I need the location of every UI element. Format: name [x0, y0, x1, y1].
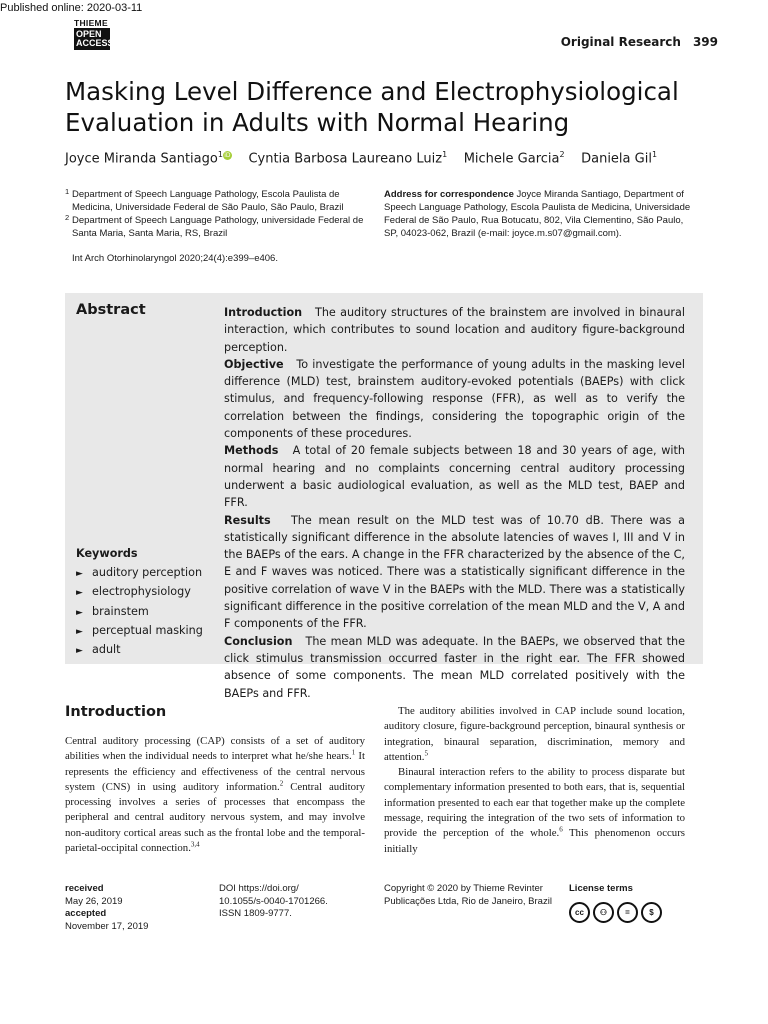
reference-citation[interactable]: 5 [424, 749, 428, 758]
paragraph-text: It represents the efficiency and effectiveness of the central nervous system (CNS) in using auditory information. [65, 750, 365, 793]
affiliation-text: Department of Speech Language Pathology, universidade Federal de Santa Maria, Santa Maria, RS, Brazil [72, 215, 364, 239]
doi-link[interactable]: DOI https://doi.org/ [219, 883, 299, 894]
abstract-heading: Abstract [76, 302, 146, 318]
reference-citation[interactable]: 1 [351, 748, 356, 757]
cc-nc-icon: $ [641, 902, 662, 923]
abstract-section-introduction [224, 304, 685, 356]
copyright-line: Copyright © 2020 by Thieme Revinter [384, 883, 543, 894]
paragraph-text: Central auditory processing (CAP) consists of a set of auditory abilities when the individual needs to interpret what he/she hears. [65, 735, 365, 763]
license-icons[interactable] [569, 902, 662, 923]
paragraph [384, 765, 685, 857]
arrow-right-icon: ► [76, 607, 83, 618]
keywords-heading: Keywords [76, 547, 138, 560]
reference-citation[interactable]: 3,4 [190, 840, 200, 849]
keyword-item[interactable] [76, 583, 203, 602]
abstract-section-objective [224, 356, 685, 442]
correspondence-address [384, 188, 694, 240]
affiliation-number: 2 [65, 213, 70, 222]
logo-open-access-block [74, 28, 114, 50]
published-date: Published online: 2020-03-11 [0, 2, 143, 14]
arrow-right-icon: ► [76, 588, 83, 599]
author-name[interactable]: Daniela Gil [581, 151, 652, 167]
author-name[interactable]: Michele Garcia [463, 151, 560, 167]
keyword-text: auditory perception [92, 566, 203, 579]
abstract-section-methods [224, 442, 685, 511]
abstract-label: Methods [224, 444, 279, 458]
journal-citation: Int Arch Otorhinolaryngol 2020;24(4):e399–e406. [72, 253, 278, 264]
abstract-label: Objective [224, 357, 284, 371]
affiliation-text: Department of Speech Language Pathology, Escola Paulista de Medicina, Universidade Federal de São Paulo, São Paulo, Brazil [72, 189, 344, 213]
page-number: 399 [692, 35, 718, 49]
paragraph-text: Binaural interaction refers to the ability to process disparate but complementary information presented to both ears, that is, sequential information presented to each ear that together make up the complete message, requiring the integration of the two sets of information to provide the perception of the whole. [384, 766, 685, 840]
cc-icon: cc [569, 902, 590, 923]
abstract-text: The auditory structures of the brainstem are involved in binaural interaction, which contributes to sound location and auditory figure-background perception. [224, 306, 685, 354]
affiliation-number: 1 [65, 187, 70, 196]
article-type: Original Research [560, 35, 681, 49]
keyword-text: electrophysiology [92, 585, 191, 599]
orcid-icon[interactable]: iD [224, 152, 231, 159]
author-affiliation-number: 1 [217, 150, 223, 159]
copyright-line: Publicações Ltda, Rio de Janeiro, Brazil [384, 895, 552, 907]
keyword-text: brainstem [92, 604, 149, 618]
abstract-text: The mean result on the MLD test was of 10.70 dB. There was a statistically significant difference in the absolute latencies of waves I, III and V in the BAEPs of the ears. A change in the FFR characterized by the absence of the C, E and F waves was noticed. There was a statistically significant difference in the positive correlation of wave V in the BAEPs with the MLD. There was a statistically significant difference in the positive correlation of the mean MLD and the V, A and F components of the FFR. [224, 513, 685, 631]
body-column-right [384, 704, 685, 857]
cc-nd-icon: = [617, 902, 638, 923]
paragraph-text: The auditory abilities involved in CAP include sound location, auditory closure, figure-background perception, binaural synthesis or integration, binaural separation, discrimination, memory and attention. [384, 705, 685, 763]
logo-thieme-text: THIEME [74, 18, 108, 28]
affiliation-item [65, 188, 365, 214]
affiliation-item [65, 214, 365, 240]
accepted-label: accepted [65, 908, 107, 919]
received-date: May 26, 2019 [65, 895, 123, 907]
thieme-open-access-logo[interactable] [74, 18, 114, 50]
doi-link-cont[interactable]: 10.1055/s-0040-1701266. [219, 895, 328, 907]
author-affiliation-number: 1 [651, 150, 658, 159]
abstract-label: Results [224, 513, 271, 527]
correspondence-text: Joyce Miranda Santiago, Department of Speech Language Pathology, Escola Paulista de Medicina, Universidade Federal de São Paulo, Rua Botucatu, 802, Vila Clementino, São Paulo, SP, 04023-062, Brazil [384, 189, 691, 239]
abstract-label: Introduction [224, 306, 303, 319]
abstract-text: The mean MLD was adequate. In the BAEPs, we observed that the click stimulus transmission occurred faster in the right ear. The FFR showed absence of some components. The mean MLD correlated positively with the BAEPs and FFR. [224, 634, 685, 700]
author-name[interactable]: Joyce Miranda Santiago [65, 151, 218, 167]
abstract-body [224, 304, 685, 702]
abstract-label: Conclusion [224, 634, 293, 648]
article-title: Masking Level Difference and Electrophysiological Evaluation in Adults with Normal Hearing [65, 77, 679, 137]
author-list [65, 150, 657, 166]
keyword-item[interactable] [76, 641, 203, 660]
abstract-section-conclusion [224, 633, 685, 702]
reference-citation[interactable]: 6 [559, 825, 563, 834]
keyword-item[interactable] [76, 603, 203, 622]
author-affiliation-number: 1 [442, 150, 448, 159]
paragraph-text: Central auditory processing involves a series of processes that encompass the peripheral and central auditory nervous system, and may involve non-auditory cortical areas such as the frontal lobe and the temporal-parietal-occipital connection. [65, 780, 365, 855]
paragraph-text: This phenomenon occurs initially [384, 827, 685, 855]
body-column-left [65, 734, 365, 856]
correspondence-email[interactable]: (e-mail: joyce.m.s07@gmail.com). [477, 228, 622, 239]
correspondence-label: Address for correspondence [384, 189, 514, 200]
logo-access-text: ACCESS [76, 38, 114, 48]
received-label: received [65, 883, 104, 894]
copyright-block [384, 883, 552, 908]
abstract-text: To investigate the performance of young adults in the masking level difference (MLD) test, brainstem auditory-evoked potentials (BAEPs) with click stimulus, and frequency-following response (FFR), as well as to verify the correlation between the findings, considering the topographic origin of the components of these procedures. [224, 357, 685, 441]
abstract-section-results [224, 512, 685, 633]
keyword-text: perceptual masking [92, 623, 203, 637]
arrow-right-icon: ► [76, 626, 83, 637]
keyword-text: adult [92, 643, 121, 657]
keywords-list [76, 564, 203, 660]
license-label[interactable]: License terms [569, 883, 633, 894]
doi-block [219, 883, 328, 921]
logo-open-text: OPEN [76, 29, 102, 39]
affiliations [65, 188, 365, 240]
arrow-right-icon: ► [76, 646, 83, 657]
introduction-heading: Introduction [65, 704, 167, 720]
paragraph [384, 704, 685, 765]
paragraph [65, 734, 365, 856]
keyword-item[interactable] [76, 564, 203, 583]
article-dates [65, 883, 148, 933]
author-name[interactable]: Cyntia Barbosa Laureano Luiz [248, 151, 443, 167]
license-block [569, 883, 662, 923]
accepted-date: November 17, 2019 [65, 920, 149, 932]
reference-citation[interactable]: 2 [279, 779, 284, 788]
cc-by-icon: ⚇ [593, 902, 614, 923]
arrow-right-icon: ► [76, 569, 83, 579]
running-header [561, 35, 718, 49]
author-affiliation-number: 2 [559, 150, 565, 159]
abstract-text: A total of 20 female subjects between 18 and 30 years of age, with normal hearing and no complaints concerning central auditory processing underwent a basic audiological evaluation, as well as the MLD test, BAEP and FFR. [224, 444, 685, 510]
keyword-item[interactable] [76, 622, 203, 641]
issn: ISSN 1809-9777. [219, 908, 292, 919]
